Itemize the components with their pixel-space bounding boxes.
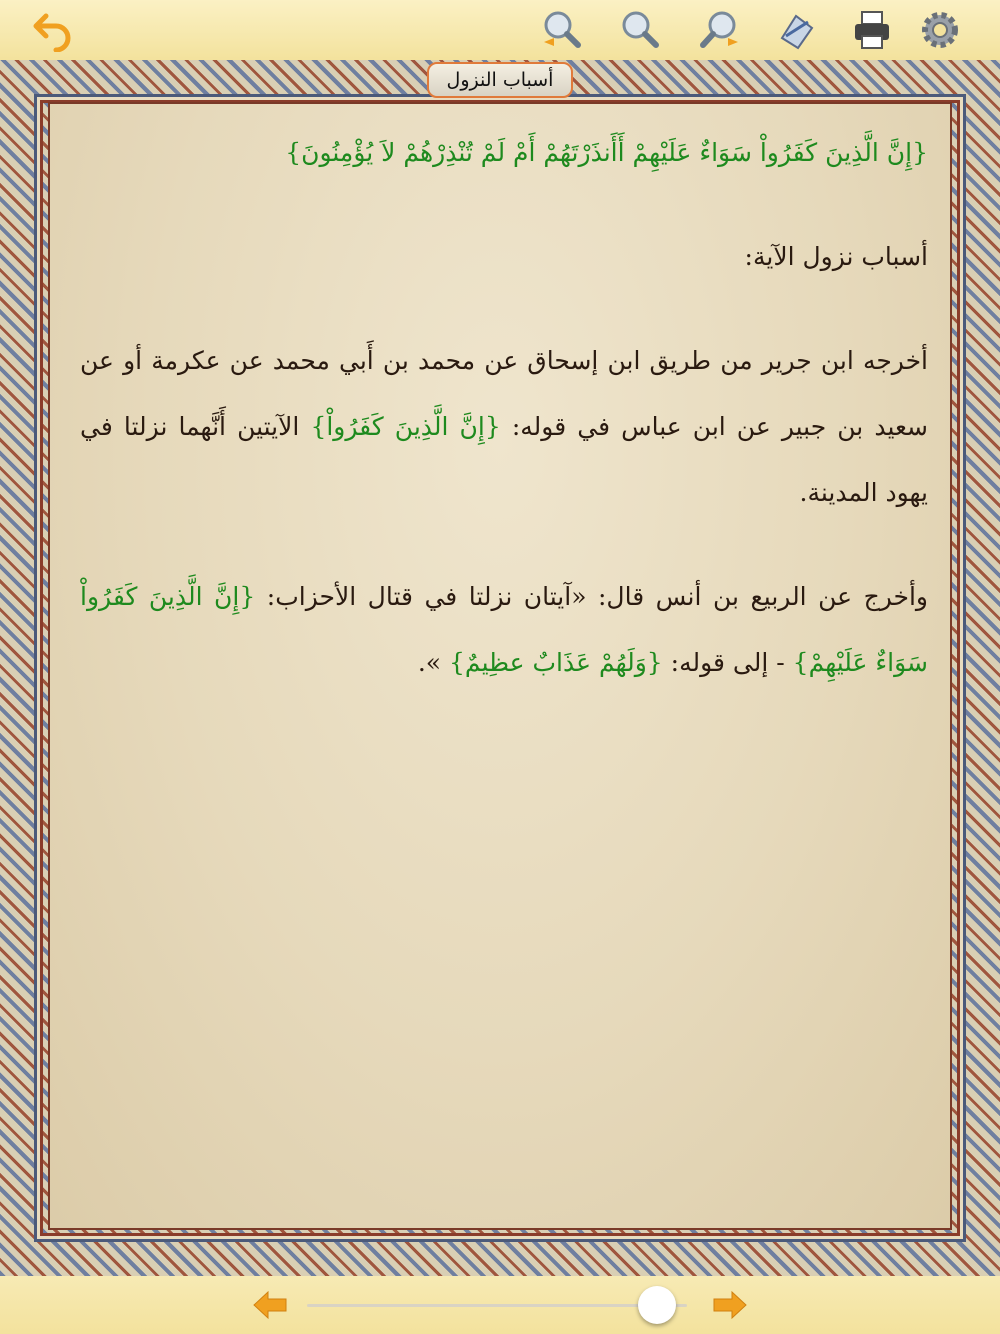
- next-arrow-icon: [712, 1290, 748, 1320]
- page-slider-track[interactable]: [307, 1304, 687, 1307]
- top-toolbar: [0, 0, 1000, 60]
- paragraph-2-verse-1: {إِنَّ الَّذِينَ كَفَرُواْ سَوَاءٌ عَلَيْهِمْ}: [80, 582, 928, 677]
- section-heading: أسباب نزول الآية:: [744, 242, 928, 271]
- zoom-out-icon: [540, 8, 584, 52]
- back-button[interactable]: [30, 6, 78, 54]
- search-icon: [618, 8, 662, 52]
- bottom-bar: [0, 1276, 1000, 1334]
- bookmark-icon: [774, 8, 818, 52]
- print-button[interactable]: [848, 6, 896, 54]
- back-arrow-icon: [32, 8, 76, 52]
- print-icon: [850, 8, 894, 52]
- settings-icon: [918, 8, 962, 52]
- search-button[interactable]: [616, 6, 664, 54]
- paragraph-1-verse: {إِنَّ الَّذِينَ كَفَرُواْ}: [310, 412, 501, 441]
- zoom-in-icon: [698, 8, 742, 52]
- page-title: أسباب النزول: [427, 62, 573, 98]
- paragraph-2-end: ».: [417, 648, 450, 677]
- zoom-in-button[interactable]: [696, 6, 744, 54]
- prev-page-button[interactable]: [252, 1288, 288, 1322]
- settings-button[interactable]: [916, 6, 964, 54]
- zoom-out-button[interactable]: [538, 6, 586, 54]
- paragraph-2-verse-2: {وَلَهُمْ عَذَابٌ عظِيمٌ}: [449, 648, 663, 677]
- paragraph-2: [80, 564, 928, 696]
- paragraph-1: [80, 328, 928, 526]
- paragraph-2-text: وأخرج عن الربيع بن أنس قال: «آيتان نزلتا في قتال الأحزاب:: [255, 582, 929, 611]
- bookmark-button[interactable]: [772, 6, 820, 54]
- prev-arrow-icon: [252, 1290, 288, 1320]
- next-page-button[interactable]: [712, 1288, 748, 1322]
- content-body[interactable]: [80, 120, 928, 734]
- paragraph-1-text: أخرجه ابن جرير من طريق ابن إسحاق عن محمد بن أَبي محمد عن عكرمة أو عن سعيد بن جبير عن ابن عباس في قوله:: [80, 346, 929, 441]
- page-slider-thumb[interactable]: [638, 1286, 676, 1324]
- main-verse: {إِنَّ الَّذِينَ كَفَرُواْ سَوَاءٌ عَلَيْهِمْ أَأَنذَرْتَهُمْ أَمْ لَمْ تُنْذِرْهُمْ لاَ يُؤْمِنُونَ}: [285, 138, 928, 167]
- paragraph-2-mid: - إلى قوله:: [662, 648, 793, 677]
- paragraph-1-end: الآيتين أَنَّهما نزلتا في يهود المدينة.: [80, 412, 928, 507]
